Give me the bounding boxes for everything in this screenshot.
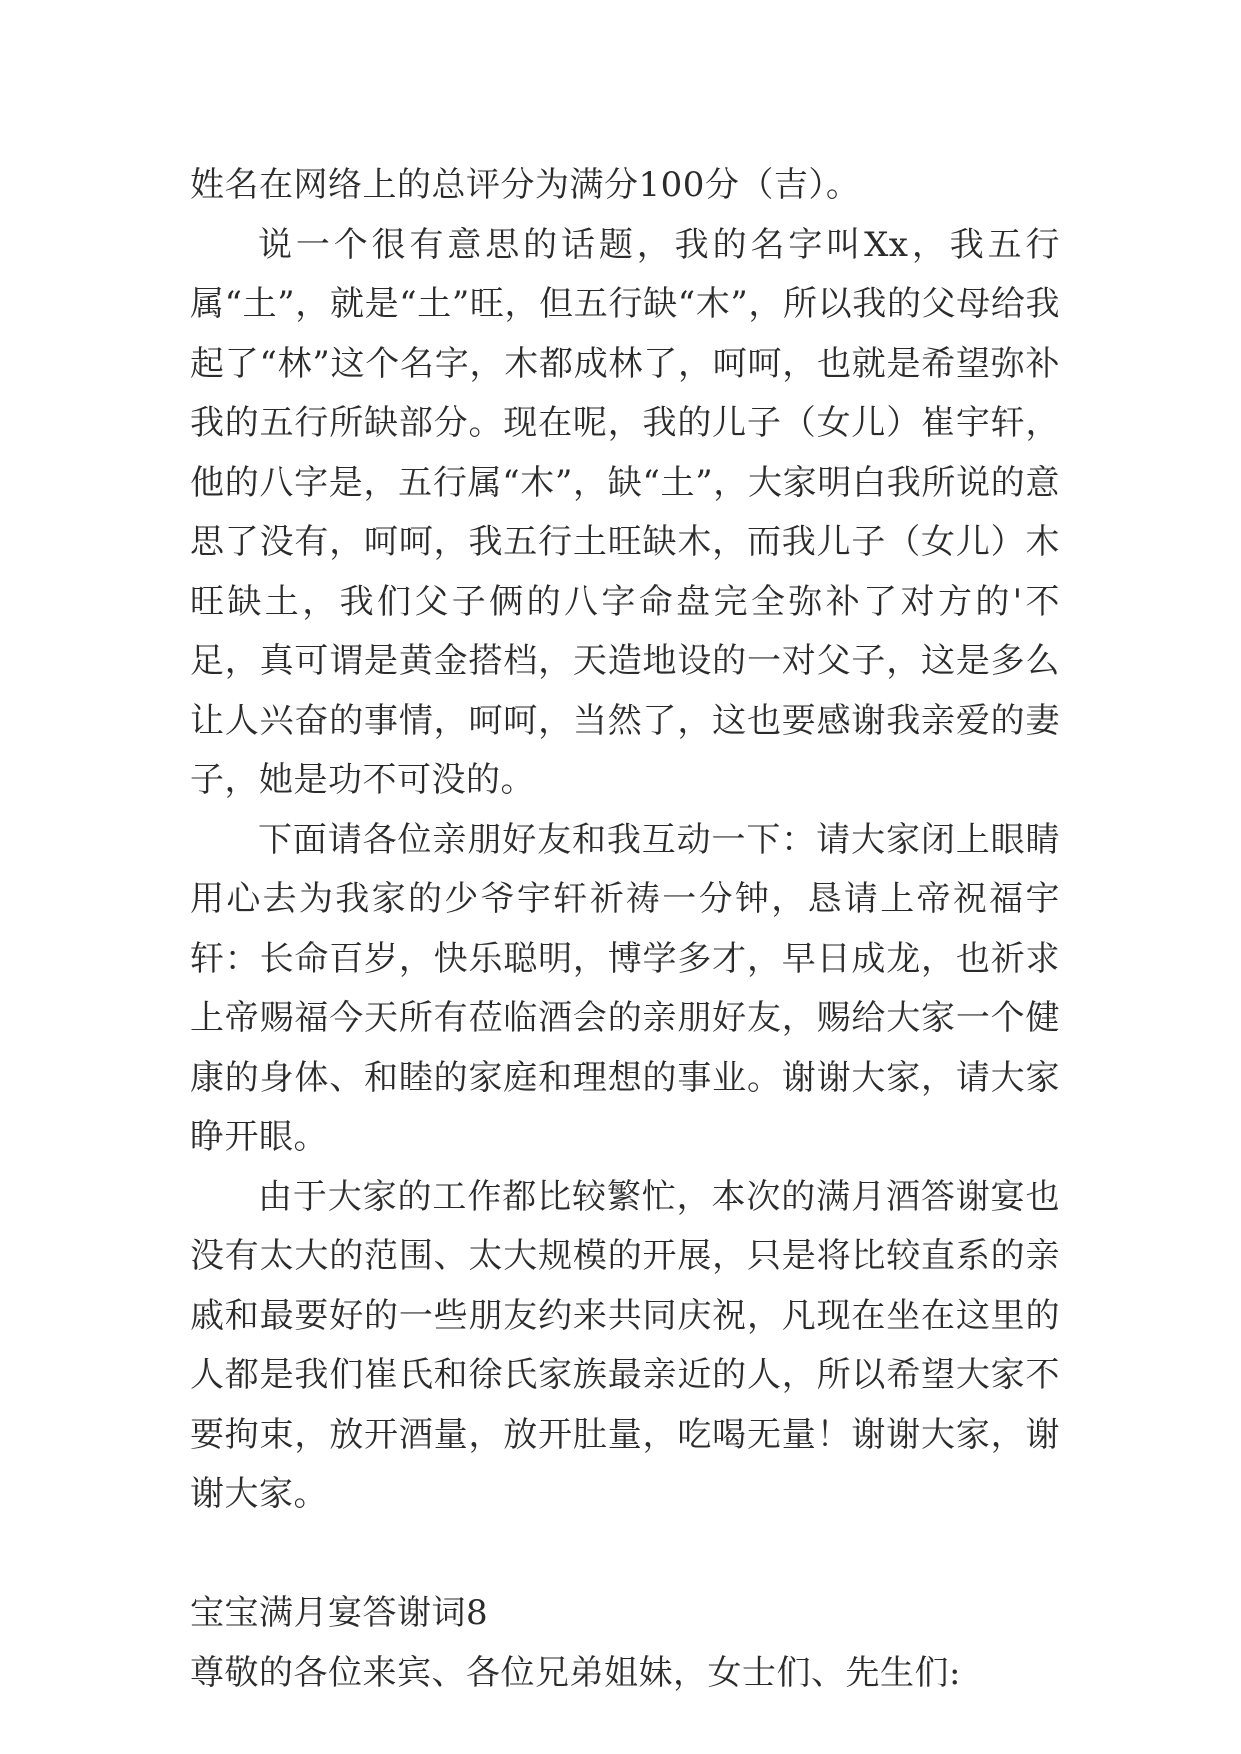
salutation: 尊敬的各位来宾、各位兄弟姐妹，女士们、先生们:	[190, 1652, 961, 1693]
paragraph-prayer: 下面请各位亲朋好友和我互动一下：请大家闭上眼睛用心去为我家的少爷宇轩祈祷一分钟，恳请上帝祝福宇轩：长命百岁，快乐聪明，博学多才，早日成龙，也祈求上帝赐福今天所有莅临酒会的亲朋好友，赐给大家一个健康的身体、和睦的家庭和理想的事业。谢谢大家，请大家睁开眼。	[190, 819, 1060, 1157]
document-body	[190, 156, 1060, 1703]
paragraph-five-elements: 说一个很有意思的话题，我的名字叫Xx，我五行属“土”，就是“土”旺，但五行缺“木”，所以我的父母给我起了“林”这个名字，木都成林了，呵呵，也就是希望弥补我的五行所缺部分。现在呢，我的儿子（女儿）崔宇轩，他的八字是，五行属“木”，缺“土”，大家明白我所说的意思了没有，呵呵，我五行土旺缺木，而我儿子（女儿）木旺缺土，我们父子俩的八字命盘完全弥补了对方的'不足，真可谓是黄金搭档，天造地设的一对父子，这是多么让人兴奋的事情，呵呵，当然了，这也要感谢我亲爱的妻子，她是功不可没的。	[190, 224, 1060, 800]
paragraph-thanks: 由于大家的工作都比较繁忙，本次的满月酒答谢宴也没有太大的范围、太大规模的开展，只是将比较直系的亲戚和最要好的一些朋友约来共同庆祝，凡现在坐在这里的人都是我们崔氏和徐氏家族最亲近的人，所以希望大家不要拘束，放开酒量，放开肚量，吃喝无量！谢谢大家，谢谢大家。	[190, 1176, 1060, 1514]
section-title: 宝宝满月宴答谢词8	[190, 1593, 489, 1633]
paragraph-score-ending: 姓名在网络上的总评分为满分100分（吉）。	[190, 165, 861, 205]
